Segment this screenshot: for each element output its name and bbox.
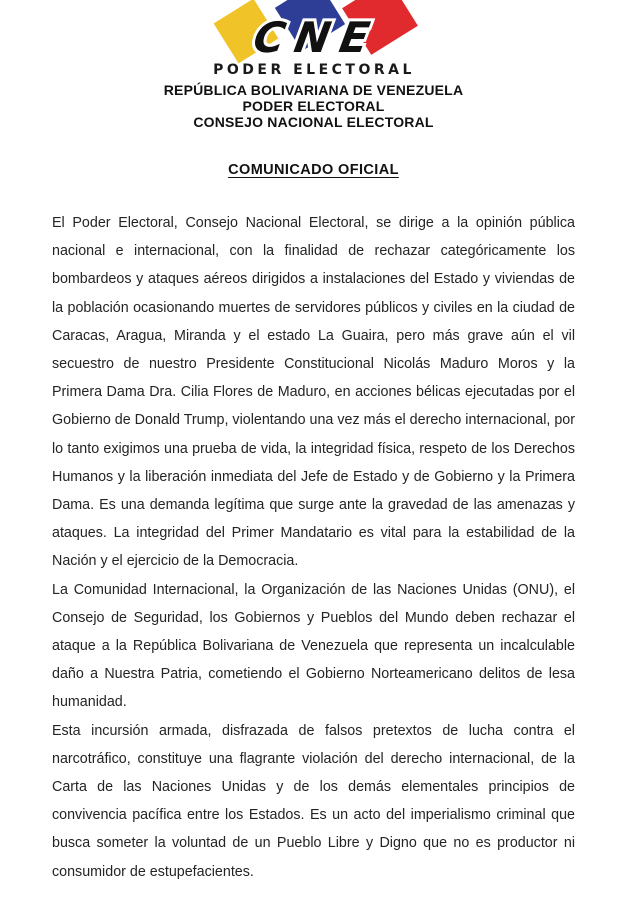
cne-letters [249,13,382,62]
government-header [0,82,627,130]
svg-text:CNE: CNE [249,13,383,62]
header-republic: REPÚBLICA BOLIVARIANA DE VENEZUELA [163,82,464,98]
paragraph-2: La Comunidad Internacional, la Organización de las Naciones Unidas (ONU), el Consejo de Seguridad, los Gobiernos y Pueblos del Mundo deben rechazar el ataque a la República Bolivariana de Venezuela que representa un incalculable daño a Nuestra Patria, cometiendo el Gobierno Norteamericano delitos de lesa humanidad. [52,581,575,711]
logo-tagline: PODER ELECTORAL [212,62,415,78]
header-poder-electoral: PODER ELECTORAL [242,98,385,114]
cne-logo [184,0,444,78]
paragraph-3: Esta incursión armada, disfrazada de falsos pretextos de lucha contra el narcotráfico, constituye una flagrante violación del derecho internacional, de la Carta de las Naciones Unidas y de los demás elementales principios de convivencia pacífica entre los Estados. Es un acto del imperialismo criminal que busca someter la voluntad de un Pueblo Libre y Digno que no es productor ni consumidor de estupefacientes. [52,722,575,880]
document-title: COMUNICADO OFICIAL [228,162,399,178]
document-body [52,209,575,886]
paragraph-1: El Poder Electoral, Consejo Nacional Electoral, se dirige a la opinión pública nacional e internacional, con la finalidad de rechazar categóricamente los bombardeos y ataques aéreos dirigidos a instalaciones del Estado y viviendas de la población ocasionando muertes de servidores públicos y civiles en la ciudad de Caracas, Aragua, Miranda y el estado La Guaira, pero más grave aún el vil secuestro de nuestro Presidente Constitucional Nicolás Maduro Moros y la Primera Dama Dra. Cilia Flores de Maduro, en acciones bélicas ejecutadas por el Gobierno de Donald Trump, violentando una vez más el derecho internacional, por lo tanto exigimos una prueba de vida, la integridad física, respeto de los Derechos Humanos y la liberación inmediata del Jefe de Estado y de Gobierno y la Primera Dama. Es una demanda legítima que surge ante la gravedad de las amenazas y ataques. La integridad del Primer Mandatario es vital para la estabilidad de la Nación y el ejercicio de la Democracia. [52,215,575,570]
cne-logo-graphic [184,0,444,78]
header-consejo: CONSEJO NACIONAL ELECTORAL [193,114,434,130]
